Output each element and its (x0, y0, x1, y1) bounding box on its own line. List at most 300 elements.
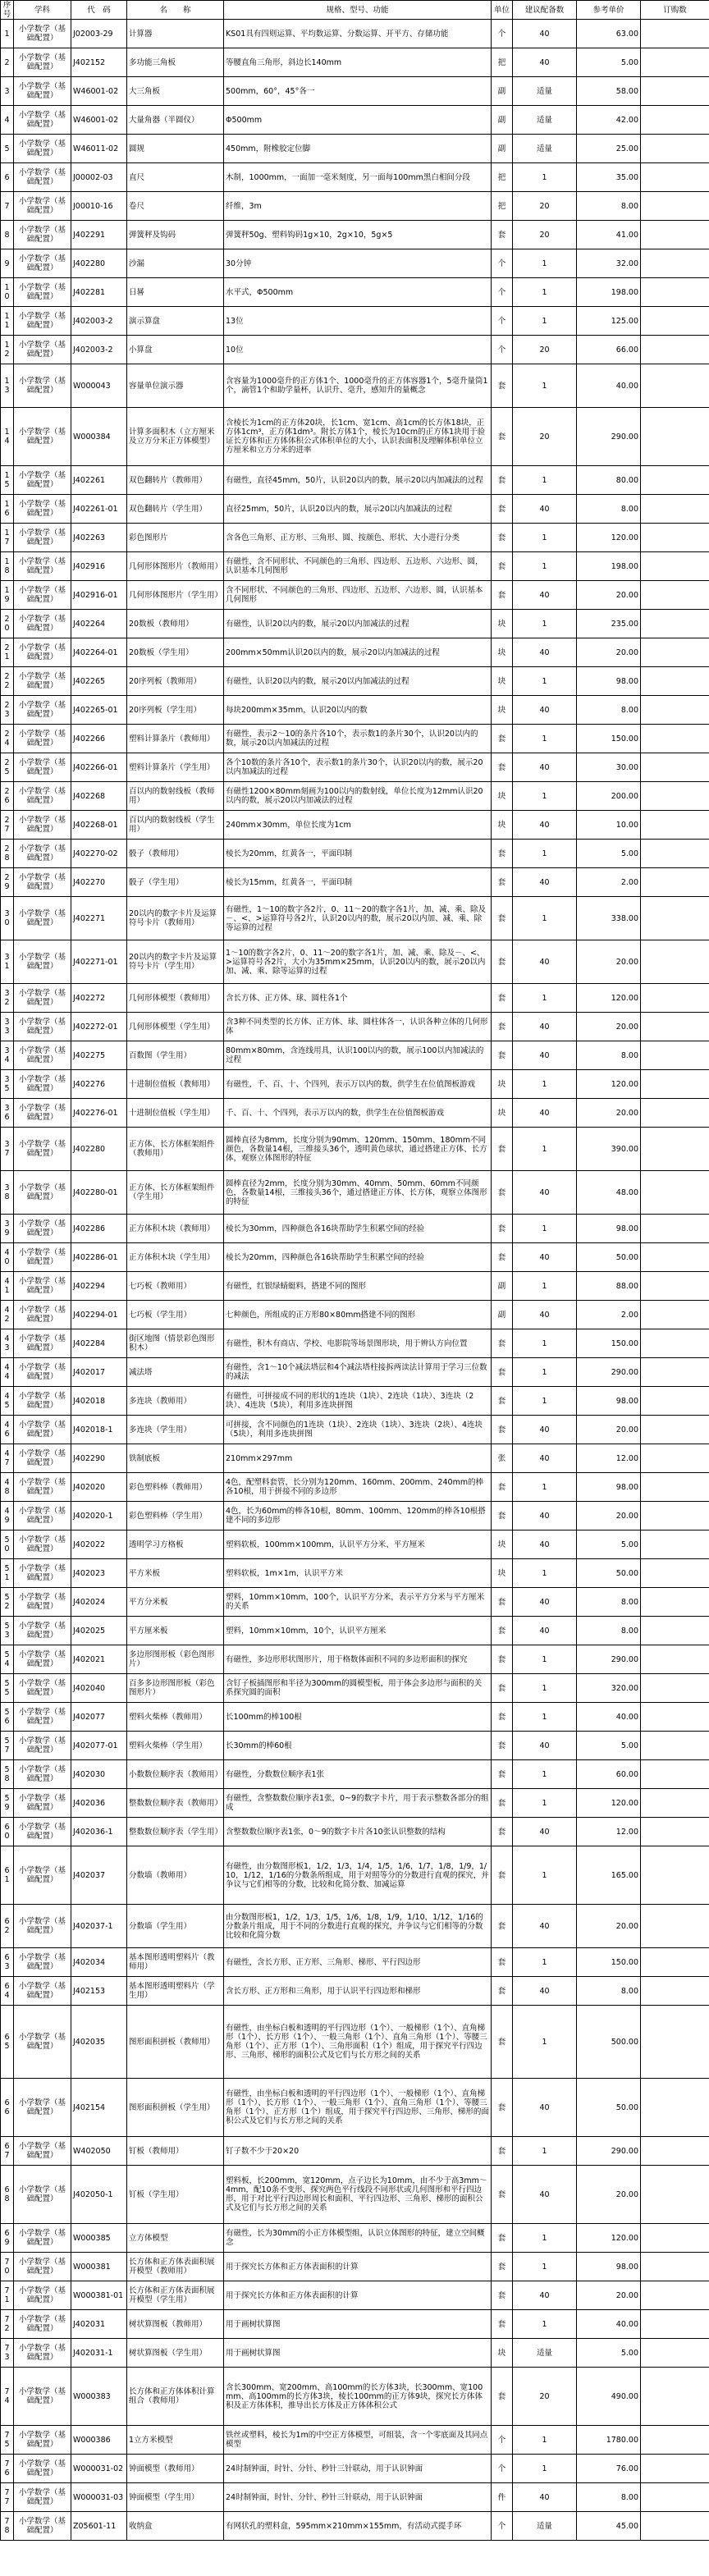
qty-cell: 40 (513, 1531, 577, 1559)
spec-cell: 240mm×30mm，单位长度为1cm (224, 811, 492, 840)
name-cell: 骰子（教师用） (127, 840, 224, 868)
qty-cell: 20 (513, 336, 577, 364)
order-cell[interactable] (641, 868, 709, 897)
name-cell: 分数墙（学生用） (127, 1905, 224, 1948)
unit-cell: 套 (492, 2079, 513, 2137)
price-cell: 20.00 (577, 1416, 641, 1444)
spec-cell: 有磁性1200×80mm刻画为100以内的数射线，单位长度为12mm认识20以内的数，展示20以内加减法的过程 (224, 782, 492, 811)
order-cell[interactable] (641, 667, 709, 696)
unit-cell: 套 (492, 984, 513, 1013)
subject-cell: 小学数学（基础配置） (14, 638, 71, 667)
seq-cell: 61 (1, 1846, 14, 1905)
order-cell[interactable] (641, 2166, 709, 2224)
name-cell: 钟面模型（教师用） (127, 2455, 224, 2483)
code-cell: J402050-1 (71, 2166, 127, 2224)
code-cell: J402270 (71, 868, 127, 897)
order-cell[interactable] (641, 1617, 709, 1645)
seq-cell: 33 (1, 1013, 14, 1041)
order-cell[interactable] (641, 2310, 709, 2339)
col-qty-header: 建议配备数 (513, 1, 577, 20)
order-cell[interactable] (641, 1272, 709, 1301)
order-cell[interactable] (641, 1444, 709, 1473)
unit-cell: 套 (492, 1732, 513, 1760)
subject-cell: 小学数学（基础配置） (14, 20, 71, 48)
name-cell: 正方体积木块（教师用） (127, 1215, 224, 1243)
name-cell: 收纳盒 (127, 2512, 224, 2541)
spec-cell: 等腰直角三角形，斜边长140mm (224, 48, 492, 77)
name-cell: 20序列板（教师用） (127, 667, 224, 696)
order-cell[interactable] (641, 495, 709, 524)
price-cell: 50.00 (577, 2079, 641, 2137)
order-cell[interactable] (641, 307, 709, 336)
qty-cell: 适量 (513, 2339, 577, 2368)
code-cell: J402272-01 (71, 1013, 127, 1041)
seq-cell: 11 (1, 307, 14, 336)
qty-cell: 1 (513, 1128, 577, 1171)
table-row (1, 581, 709, 610)
seq-cell: 3 (1, 77, 14, 106)
unit-cell: 套 (492, 725, 513, 753)
order-cell[interactable] (641, 840, 709, 868)
qty-cell: 1 (513, 2455, 577, 2483)
unit-cell: 套 (492, 1387, 513, 1416)
order-cell[interactable] (641, 1760, 709, 1789)
order-cell[interactable] (641, 696, 709, 725)
code-cell: J00010-16 (71, 192, 127, 221)
spec-cell: 含各色三角形、正方形、三角形、圆、按颜色、形状、大小进行分类 (224, 524, 492, 552)
order-cell[interactable] (641, 192, 709, 221)
subject-cell: 小学数学（基础配置） (14, 1444, 71, 1473)
seq-cell: 36 (1, 1099, 14, 1128)
order-cell[interactable] (641, 2281, 709, 2310)
code-cell: J402286 (71, 1215, 127, 1243)
order-cell[interactable] (641, 1905, 709, 1948)
table-row (1, 1416, 709, 1444)
subject-cell: 小学数学（基础配置） (14, 868, 71, 897)
seq-cell: 55 (1, 1674, 14, 1703)
seq-cell: 23 (1, 696, 14, 725)
unit-cell: 套 (492, 940, 513, 984)
order-cell[interactable] (641, 163, 709, 192)
name-cell: 长方体和正方体表面积展开模型（教师用） (127, 2253, 224, 2281)
spec-cell: 铁丝或塑料，棱长为1m的中空正方体模型，可组装，含一个零底面及其同点模型 (224, 2426, 492, 2455)
seq-cell: 59 (1, 1789, 14, 1818)
price-cell: 12.00 (577, 1444, 641, 1473)
table-row (1, 1444, 709, 1473)
order-cell[interactable] (641, 2137, 709, 2166)
spec-cell: 80mm×80mm，含连线用具，认识100以内的数，展示100以内加减法的过程 (224, 1041, 492, 1070)
order-cell[interactable] (641, 897, 709, 940)
order-cell[interactable] (641, 2079, 709, 2137)
subject-cell: 小学数学（基础配置） (14, 1358, 71, 1387)
order-cell[interactable] (641, 2483, 709, 2512)
table-row (1, 1531, 709, 1559)
qty-cell: 1 (513, 1674, 577, 1703)
price-cell: 20.00 (577, 2281, 641, 2310)
unit-cell: 套 (492, 1502, 513, 1531)
spec-cell: 有磁性，含1～10个减法塔层和4个减法塔柱接拆两读法计算用于学习三位数的减法 (224, 1358, 492, 1387)
subject-cell: 小学数学（基础配置） (14, 1531, 71, 1559)
name-cell: 20以内的数字卡片及运算符号卡片（学生用） (127, 940, 224, 984)
code-cell: J402017 (71, 1358, 127, 1387)
price-cell: 290.00 (577, 2137, 641, 2166)
col-code-header: 代 码 (71, 1, 127, 20)
seq-cell: 68 (1, 2166, 14, 2224)
subject-cell: 小学数学（基础配置） (14, 1013, 71, 1041)
name-cell: 沙漏 (127, 249, 224, 278)
table-row (1, 1760, 709, 1789)
seq-cell: 5 (1, 135, 14, 163)
table-row (1, 466, 709, 495)
table-row (1, 1301, 709, 1329)
order-cell[interactable] (641, 1301, 709, 1329)
name-cell: 多连块（教师用） (127, 1387, 224, 1416)
price-cell: 63.00 (577, 20, 641, 48)
order-cell[interactable] (641, 725, 709, 753)
qty-cell: 1 (513, 249, 577, 278)
qty-cell: 适量 (513, 2512, 577, 2541)
name-cell: 平方厘米板 (127, 1617, 224, 1645)
col-unit-header: 单位 (492, 1, 513, 20)
order-cell[interactable] (641, 1732, 709, 1760)
table-row (1, 2079, 709, 2137)
seq-cell: 51 (1, 1559, 14, 1588)
code-cell: J402036 (71, 1789, 127, 1818)
order-cell[interactable] (641, 1703, 709, 1732)
spec-cell: 圆棒直径为2mm，长度分别为30mm、40mm、50mm、60mm不同颜色，各数量14根，三维接头36个，通过搭建正方体、长方体，观察立体图形的特征 (224, 1171, 492, 1215)
order-cell[interactable] (641, 1977, 709, 2006)
unit-cell: 把 (492, 48, 513, 77)
order-cell[interactable] (641, 1846, 709, 1905)
table-row (1, 897, 709, 940)
name-cell: 小算盘 (127, 336, 224, 364)
subject-cell: 小学数学（基础配置） (14, 1977, 71, 2006)
unit-cell: 块 (492, 811, 513, 840)
subject-cell: 小学数学（基础配置） (14, 1818, 71, 1846)
seq-cell: 72 (1, 2310, 14, 2339)
table-row (1, 940, 709, 984)
code-cell: J402020-1 (71, 1502, 127, 1531)
order-cell[interactable] (641, 1948, 709, 1977)
code-cell: J402153 (71, 1977, 127, 2006)
order-cell[interactable] (641, 2006, 709, 2079)
subject-cell: 小学数学（基础配置） (14, 1760, 71, 1789)
code-cell: J402021 (71, 1645, 127, 1674)
subject-cell: 小学数学（基础配置） (14, 495, 71, 524)
table-row (1, 106, 709, 135)
qty-cell: 40 (513, 495, 577, 524)
order-cell[interactable] (641, 2455, 709, 2483)
table-row (1, 1502, 709, 1531)
unit-cell: 套 (492, 552, 513, 581)
table-row (1, 524, 709, 552)
table-row (1, 2426, 709, 2455)
unit-cell: 套 (492, 524, 513, 552)
order-cell[interactable] (641, 364, 709, 408)
table-row (1, 667, 709, 696)
seq-cell: 17 (1, 524, 14, 552)
spec-cell: 含3种不同类型的长方体、正方体、球、圆柱体各一，认识各种立体的几何形体 (224, 1013, 492, 1041)
code-cell: J402031-1 (71, 2339, 127, 2368)
price-cell: 50.00 (577, 1559, 641, 1588)
unit-cell: 套 (492, 2166, 513, 2224)
unit-cell: 副 (492, 135, 513, 163)
code-cell: J402281 (71, 278, 127, 307)
seq-cell: 70 (1, 2253, 14, 2281)
code-cell: J402003-2 (71, 336, 127, 364)
order-cell[interactable] (641, 782, 709, 811)
subject-cell: 小学数学（基础配置） (14, 897, 71, 940)
price-cell: 5.00 (577, 2339, 641, 2368)
qty-cell: 1 (513, 1358, 577, 1387)
order-cell[interactable] (641, 1358, 709, 1387)
subject-cell: 小学数学（基础配置） (14, 610, 71, 638)
code-cell: J402266 (71, 725, 127, 753)
price-cell: 20.00 (577, 581, 641, 610)
col-spec-header: 规格、型号、功能 (224, 1, 492, 20)
order-cell[interactable] (641, 1674, 709, 1703)
qty-cell: 40 (513, 940, 577, 984)
price-cell: 5.00 (577, 48, 641, 77)
code-cell: J402036-1 (71, 1818, 127, 1846)
qty-cell: 1 (513, 1215, 577, 1243)
table-row (1, 48, 709, 77)
unit-cell: 套 (492, 466, 513, 495)
name-cell: 塑料火柴棒（学生用） (127, 1732, 224, 1760)
code-cell: J402031 (71, 2310, 127, 2339)
table-row (1, 782, 709, 811)
unit-cell: 套 (492, 1674, 513, 1703)
order-cell[interactable] (641, 2426, 709, 2455)
qty-cell: 40 (513, 638, 577, 667)
order-cell[interactable] (641, 1041, 709, 1070)
order-cell[interactable] (641, 1502, 709, 1531)
price-cell: 2.00 (577, 868, 641, 897)
qty-cell: 40 (513, 811, 577, 840)
code-cell: W000043 (71, 364, 127, 408)
table-row (1, 2253, 709, 2281)
subject-cell: 小学数学（基础配置） (14, 753, 71, 782)
code-cell: W000384 (71, 408, 127, 466)
qty-cell: 40 (513, 1301, 577, 1329)
table-row (1, 2137, 709, 2166)
unit-cell: 副 (492, 1301, 513, 1329)
name-cell: 计算器 (127, 20, 224, 48)
spec-cell: 直径25mm，50片，认识20以内的数，展示20以内加减法的过程 (224, 495, 492, 524)
unit-cell: 块 (492, 638, 513, 667)
order-cell[interactable] (641, 106, 709, 135)
order-cell[interactable] (641, 466, 709, 495)
qty-cell: 1 (513, 897, 577, 940)
unit-cell: 套 (492, 1473, 513, 1502)
seq-cell: 71 (1, 2281, 14, 2310)
subject-cell: 小学数学（基础配置） (14, 2137, 71, 2166)
order-cell[interactable] (641, 1215, 709, 1243)
seq-cell: 25 (1, 753, 14, 782)
name-cell: 大量角器（半圆仪） (127, 106, 224, 135)
price-cell: 98.00 (577, 1215, 641, 1243)
code-cell: J402024 (71, 1588, 127, 1617)
qty-cell: 1 (513, 524, 577, 552)
name-cell: 长方体和正方体体积计算组合（教师用） (127, 2368, 224, 2426)
price-cell: 120.00 (577, 984, 641, 1013)
spec-cell: 有网状孔的塑料盒，595mm×210mm×155mm，有活动式提手环 (224, 2512, 492, 2541)
order-cell[interactable] (641, 336, 709, 364)
order-cell[interactable] (641, 221, 709, 249)
unit-cell: 块 (492, 2339, 513, 2368)
spec-cell: 有磁性，可拼接成不同的形状的1连块（1块）、2连块（1块）、3连块（2块）、4连块（5块），利用多连块拼图 (224, 1387, 492, 1416)
order-cell[interactable] (641, 811, 709, 840)
order-cell[interactable] (641, 2512, 709, 2541)
name-cell: 圆规 (127, 135, 224, 163)
order-cell[interactable] (641, 2368, 709, 2426)
name-cell: 基本图形透明塑料片（教师用） (127, 1948, 224, 1977)
code-cell: W46001-02 (71, 77, 127, 106)
order-cell[interactable] (641, 408, 709, 466)
order-cell[interactable] (641, 1099, 709, 1128)
order-cell[interactable] (641, 1531, 709, 1559)
order-cell[interactable] (641, 610, 709, 638)
table-row (1, 135, 709, 163)
qty-cell: 1 (513, 1645, 577, 1674)
order-cell[interactable] (641, 581, 709, 610)
order-cell[interactable] (641, 2339, 709, 2368)
unit-cell: 套 (492, 1416, 513, 1444)
unit-cell: 个 (492, 2426, 513, 2455)
order-cell[interactable] (641, 1818, 709, 1846)
order-cell[interactable] (641, 524, 709, 552)
table-row (1, 1703, 709, 1732)
order-cell[interactable] (641, 77, 709, 106)
order-cell[interactable] (641, 638, 709, 667)
price-cell: 8.00 (577, 1588, 641, 1617)
unit-cell: 套 (492, 1948, 513, 1977)
order-cell[interactable] (641, 1013, 709, 1041)
seq-cell: 19 (1, 581, 14, 610)
price-cell: 165.00 (577, 1846, 641, 1905)
price-cell: 120.00 (577, 1789, 641, 1818)
order-cell[interactable] (641, 249, 709, 278)
seq-cell: 26 (1, 782, 14, 811)
spec-cell: 含长方体、正方体、球、圆柱各1个 (224, 984, 492, 1013)
seq-cell: 15 (1, 466, 14, 495)
spec-cell: 塑料，10mm×10mm，100个，认识平方分米，表示平方分米与平方厘米的关系 (224, 1588, 492, 1617)
order-cell[interactable] (641, 753, 709, 782)
table-row (1, 278, 709, 307)
order-cell[interactable] (641, 1329, 709, 1358)
order-cell[interactable] (641, 1588, 709, 1617)
unit-cell: 个 (492, 20, 513, 48)
code-cell: J402286-01 (71, 1243, 127, 1272)
qty-cell: 40 (513, 1502, 577, 1531)
order-cell[interactable] (641, 940, 709, 984)
name-cell: 弹簧秤及钩码 (127, 221, 224, 249)
unit-cell: 套 (492, 364, 513, 408)
subject-cell: 小学数学（基础配置） (14, 1041, 71, 1070)
order-cell[interactable] (641, 2224, 709, 2253)
order-cell[interactable] (641, 1645, 709, 1674)
unit-cell: 件 (492, 2483, 513, 2512)
order-cell[interactable] (641, 135, 709, 163)
name-cell: 20数板（教师用） (127, 610, 224, 638)
price-cell: 2.00 (577, 1301, 641, 1329)
name-cell: 多功能三角板 (127, 48, 224, 77)
price-cell: 20.00 (577, 940, 641, 984)
spec-cell: 钉子数不少于20×20 (224, 2137, 492, 2166)
table-row (1, 1215, 709, 1243)
unit-cell: 块 (492, 667, 513, 696)
price-cell: 42.00 (577, 106, 641, 135)
spec-cell: 每块200mm×35mm，认识20以内的数 (224, 696, 492, 725)
order-cell[interactable] (641, 1789, 709, 1818)
code-cell: J402264-01 (71, 638, 127, 667)
order-cell[interactable] (641, 1387, 709, 1416)
unit-cell: 套 (492, 753, 513, 782)
unit-cell: 张 (492, 1444, 513, 1473)
order-cell[interactable] (641, 1070, 709, 1099)
order-cell[interactable] (641, 552, 709, 581)
order-cell[interactable] (641, 1128, 709, 1171)
code-cell: J00002-03 (71, 163, 127, 192)
table-row (1, 1559, 709, 1588)
order-cell[interactable] (641, 278, 709, 307)
table-row (1, 753, 709, 782)
subject-cell: 小学数学（基础配置） (14, 782, 71, 811)
name-cell: 铁制底板 (127, 1444, 224, 1473)
subject-cell: 小学数学（基础配置） (14, 1128, 71, 1171)
table-row (1, 2339, 709, 2368)
code-cell: J402916-01 (71, 581, 127, 610)
subject-cell: 小学数学（基础配置） (14, 1732, 71, 1760)
order-cell[interactable] (641, 20, 709, 48)
qty-cell: 40 (513, 1041, 577, 1070)
code-cell: J402280-01 (71, 1171, 127, 1215)
table-row (1, 336, 709, 364)
seq-cell: 44 (1, 1358, 14, 1387)
order-cell[interactable] (641, 48, 709, 77)
qty-cell: 40 (513, 1416, 577, 1444)
code-cell: J402266-01 (71, 753, 127, 782)
order-cell[interactable] (641, 1473, 709, 1502)
unit-cell: 套 (492, 495, 513, 524)
code-cell: J402003-2 (71, 307, 127, 336)
price-cell: 58.00 (577, 77, 641, 106)
order-cell[interactable] (641, 2253, 709, 2281)
order-cell[interactable] (641, 1559, 709, 1588)
table-row (1, 696, 709, 725)
price-cell: 120.00 (577, 1070, 641, 1099)
price-cell: 66.00 (577, 336, 641, 364)
price-cell: 198.00 (577, 552, 641, 581)
order-cell[interactable] (641, 1171, 709, 1215)
order-cell[interactable] (641, 984, 709, 1013)
seq-cell: 21 (1, 638, 14, 667)
seq-cell: 37 (1, 1128, 14, 1171)
order-cell[interactable] (641, 1416, 709, 1444)
spec-cell: 含长方形、正方形和三角形，用于认识平行四边形和梯形 (224, 1977, 492, 2006)
order-cell[interactable] (641, 1243, 709, 1272)
unit-cell: 把 (492, 163, 513, 192)
code-cell: J402023 (71, 1559, 127, 1588)
subject-cell: 小学数学（基础配置） (14, 2339, 71, 2368)
table-row (1, 1099, 709, 1128)
unit-cell: 副 (492, 106, 513, 135)
table-row (1, 552, 709, 581)
subject-cell: 小学数学（基础配置） (14, 1243, 71, 1272)
name-cell: 百数图（学生用） (127, 1041, 224, 1070)
qty-cell: 40 (513, 1099, 577, 1128)
qty-cell: 1 (513, 840, 577, 868)
